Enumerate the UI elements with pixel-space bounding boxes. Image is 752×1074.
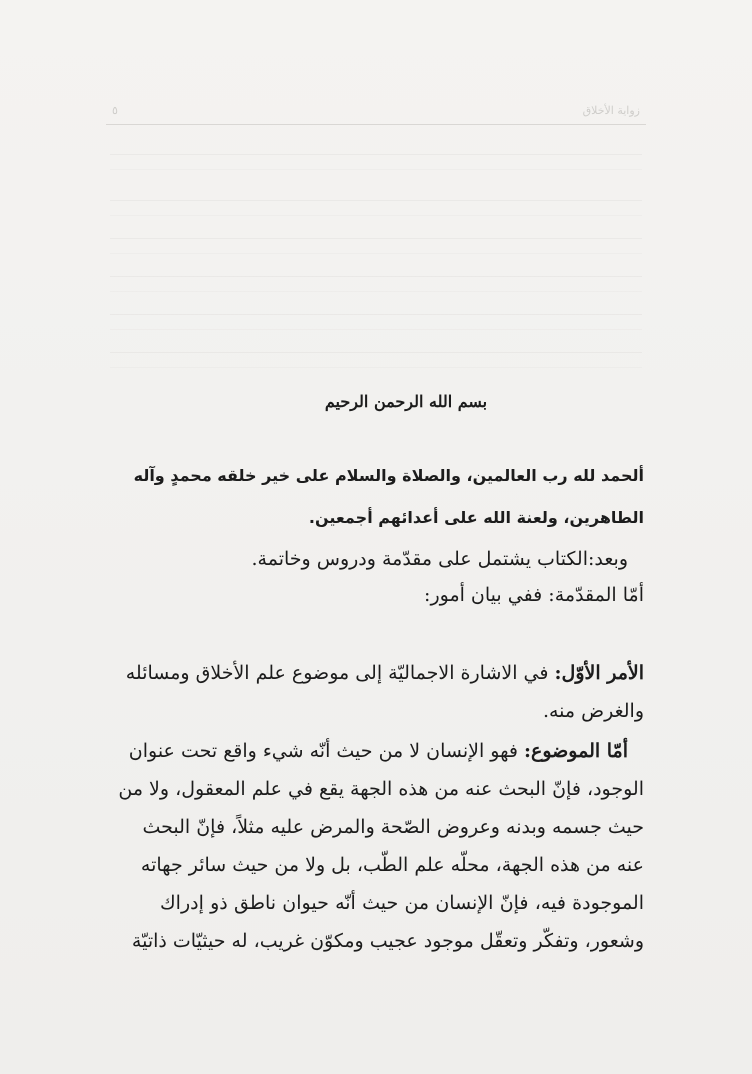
praise-line-1: ألحمد لله رب العالمين، والصلاة والسلام على خير خلقه محمدٍ وآله: [133, 466, 644, 485]
intro-line-1: وبعد:الكتاب يشتمل على مقدّمة ودروس وخاتمة.: [251, 548, 628, 570]
praise-line-2: الطاهرين، ولعنة الله على أعدائهم أجمعين.: [308, 508, 644, 527]
subject-line-6: وشعور، وتفكّر وتعقّل موجود عجيب ومكوّن غريب، له حيثيّات ذاتيّة: [131, 930, 644, 952]
subject-line-3: حيث جسمه وبدنه وعروض الصّحة والمرض عليه مثلاً، فإنّ البحث: [142, 816, 644, 838]
bleed-through-line: [110, 352, 642, 368]
basmala: بسم الله الرحمن الرحيم: [324, 392, 488, 411]
first-matter-line-1: [125, 662, 644, 684]
header-rule: [106, 124, 646, 125]
first-matter-text: في الاشارة الاجماليّة إلى موضوع علم الأخلاق ومسائله: [125, 662, 555, 684]
running-head: [112, 104, 640, 120]
running-head-title: زواية الأخلاق: [582, 104, 640, 117]
bleed-through-line: [110, 238, 642, 254]
subject-text: فهو الإنسان لا من حيث أنّه شيء واقع تحت عنوان: [128, 740, 524, 762]
subject-line-2: الوجود، فإنّ البحث عنه من هذه الجهة يقع في علم المعقول، ولا من: [118, 778, 644, 800]
first-matter-line-2: والغرض منه.: [542, 700, 644, 722]
subject-line-5: الموجودة فيه، فإنّ الإنسان من حيث أنّه حيوان ناطق ذو إدراك: [160, 892, 644, 914]
first-matter-heading: الأمر الأوّل:: [554, 662, 644, 684]
bleed-through-line: [110, 276, 642, 292]
subject-line-1: [128, 740, 628, 762]
intro-line-2: أمّا المقدّمة: ففي بيان أمور:: [424, 584, 644, 606]
bleed-through-line: [110, 154, 642, 170]
page-number: ٥: [112, 104, 118, 117]
subject-heading: أمّا الموضوع:: [523, 740, 628, 762]
bleed-through-line: [110, 314, 642, 330]
subject-line-4: عنه من هذه الجهة، محلّه علم الطّب، بل ولا من حيث سائر جهاته: [140, 854, 644, 876]
bleed-through-line: [110, 200, 642, 216]
